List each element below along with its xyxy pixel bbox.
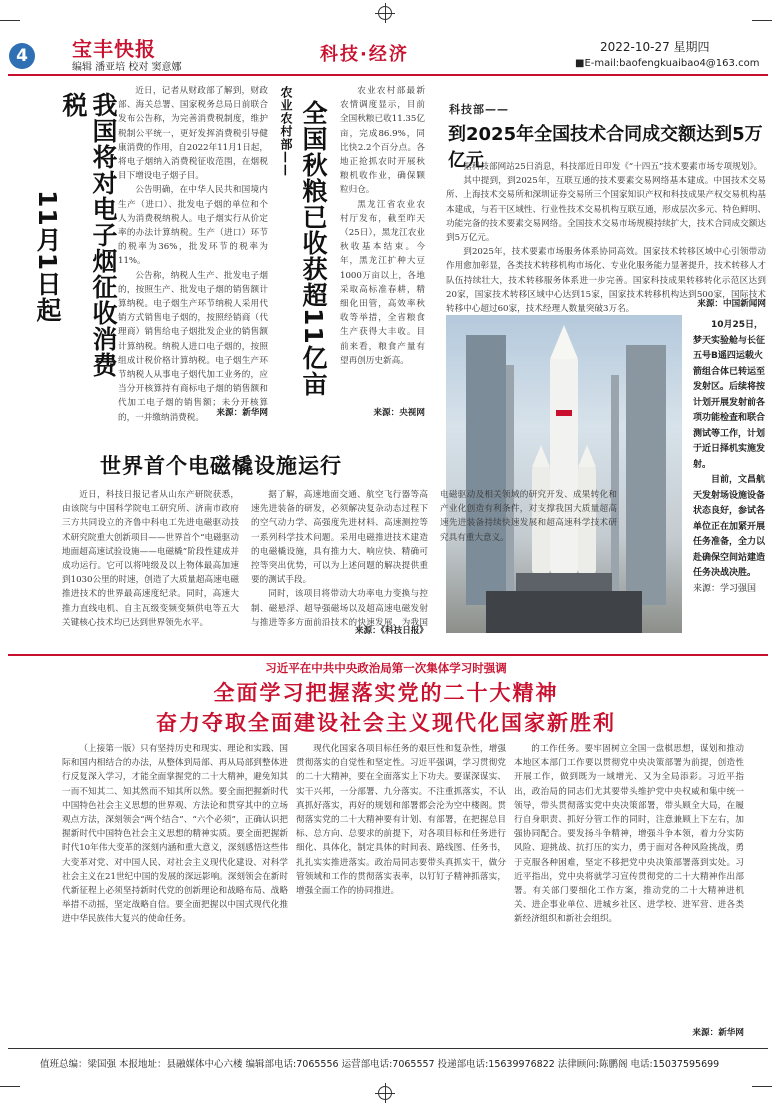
banner-kicker: 习近平在中共中央政治局第一次集体学习时强调 [265, 661, 507, 675]
caption-source: 来源：学习强国 [693, 583, 757, 594]
paragraph: 公告明确，在中华人民共和国境内生产（进口）、批发电子烟的单位和个人为消费税纳税人。电子烟实行从价定率的办法计算纳税。生产（进口）环节的税率为36%，批发环节的税率为11%。 [118, 185, 268, 267]
tobacco-subtitle: 11月1日起 [33, 190, 62, 324]
paragraph: 的工作任务。要牢固树立全国一盘棋思想，谋划和推动本地区本部门工作要以贯彻党中央决策部署为前提，创造性开展工作，做到既为一域增光、又为全局添彩。习近平指出，政治局的同志们尤其要带头维护党中央权威和集中统一领导，带头贯彻落实党中央决策部署，带头顾全大局，在履行自身职责、抓好分管工作的同时，注意兼顾上下左右，加强协同配合。要发扬斗争精神，增强斗争本领，着力分实防风险、迎挑战、抗打压的实力，勇于面对各种风险挑战，勇于克服各种困难，坚定不移把党中央决策部署落到实处。习近平指出，党中央将就学习宣传贯彻党的二十大精神作出部署。有关部门要细化工作方案，推动党的二十大精神进机关、进企事业单位、进城乡社区、进学校、进军营、进各类新经济组织和新社会组织。 [514, 744, 744, 925]
paragraph: 公告称，纳税人生产、批发电子烟的，按照生产、批发电子烟的销售额计算纳税。电子烟生产环节纳税人采用代销方式销售电子烟的，按照经销商（代理商）销售给电子烟批发企业的销售额计算纳税。纳税人进口电子烟的，按照组成计税价格计算纳税。电子烟生产环节纳税人从事电子烟代加工业务的，应当分开核算持有商标电子烟的销售额和代加工电子烟的销售额；未分开核算的，一并缴纳消费税。 [118, 270, 268, 423]
tobacco-title: 我国将对电子烟征收消费税 [59, 92, 118, 378]
banner-subtitle: 奋力夺取全面建设社会主义现代化国家新胜利 [156, 711, 616, 735]
paragraph: 近日，记者从财政部了解到，财政部、海关总署、国家税务总局日前联合发布公告称，为完善消费税制度，维护税制公平统一，更好发挥消费税引导健康消费的作用，自2022年11月1日起，将电子烟纳入消费税征收范围，在烟税目下增设电子烟子目。 [118, 86, 268, 182]
paragraph: 到2025年，技术要素市场服务体系协同高效。国家技术转移区域中心引领带动作用愈加彰显，各类技术转移机构市场化、专业化服务能力显著提升，技术转移人才队伍持续壮大，技术转移服务体系进一步完善。国家科技成果转移转化示范区达到20家，国家技术转移区域中心达到15家，国家技术转移机构达到500家，国际技术转移中心超过60家，技术经理人数量突破3万名。 [446, 247, 766, 315]
footer-info: 值班总编：梁国强 本报地址：县融媒体中心六楼 编辑部电话:7065556 运营部电话:7065557 投递部电话:15639976822 法律顾问:陈鹏阁 电话:15037595699 [40, 1059, 720, 1070]
paper-name: 宝丰快报 [72, 37, 156, 61]
grain-body [340, 84, 425, 394]
crop-mark [752, 20, 772, 21]
xi-column-3 [514, 742, 744, 1024]
xi-column-1 [62, 742, 288, 1038]
caption-paragraph: 10月25日，梦天实验舱与长征五号B遥四运载火箭组合体已转运至发射区。后续将按计划开展发射前各项功能检查和联合测试等工作，计划于近日择机实施发射。 [693, 320, 766, 470]
footer-rule [8, 1048, 768, 1049]
registration-mark-top [378, 6, 392, 20]
section-title: 科技·经济 [320, 44, 409, 65]
paragraph: （上接第一版）只有坚持历史和现实、理论和实践、国际和国内相结合的办法，从整体到局部、再从局部到整体进行反复深入学习，才能全面掌握党的二十大精神，避免知其一而不知其二、知其然而不知其所以然。要全面把握新时代中国特色社会主义思想的世界观、方法论和贯穿其中的立场观点方法，深刻领会“两个结合”、“六个必须”，正确认识把握新时代中国特色社会主义思想的精神实质。要全面把握新时代10年伟大变革的深刻内涵和重大意义，深刻感悟这些伟大变革对党、对中国人民、对社会主义现代化建设、对科学社会主义在21世纪中国的发展的深远影响。深刻领会在新时代新征程上必须坚持新时代党的创新理论和战略布局、战略举措不动摇，坚定战略自信。要全面把握以中国式现代化推进中华民族伟大复兴的使命任务。 [62, 744, 288, 925]
paragraph: 农业农村部最新农情调度显示，目前全国秋粮已收11.35亿亩，完成86.9%，同比快2.2个百分点。各地正抢抓农时开展秋粮机收作业，确保颗粒归仓。 [340, 86, 425, 196]
grain-source: 来源：央视网 [373, 408, 425, 418]
paragraph: 其中提到，到2025年，互联互通的技术要素交易网络基本建成。中国技术交易所、上海技术交易所和深圳证券交易所三个国家知识产权和科技成果产权交易机构基本建成，与若干区域性、行业性技术交易机构互联互通，形成层次多元、特色鲜明、功能完备的技术要素交易网络。全国技术交易市场规模持续扩大，技术合同成交额达到5万亿元。 [446, 176, 766, 244]
caption-paragraph: 目前，文昌航天发射场设施设备状态良好，参试各单位正在加紧开展任务准备，全力以赴确保空间站建造任务决战决胜。 [693, 475, 766, 578]
crop-mark [0, 20, 20, 21]
xi-source: 来源：新华网 [692, 1028, 744, 1038]
grain-kicker: 农业农村部—— [279, 86, 293, 177]
tech-source: 来源：中国新闻网 [697, 299, 766, 309]
paragraph: 同时，该项目将带动大功率电力变换与控制、磁悬浮、超导强磁场以及超高速电磁发射与推进等多方面前沿技术的快速发展，为我国电磁驱动及相关领域的研究开发、成果转化和产业化创造有利条件，对支撑我国大质量超高速先进装备持续快速发展和超高速科学技术研究具有重大意义。 [251, 490, 617, 628]
page-number: 4 [9, 43, 35, 69]
grain-title: 全国秋粮已收获超11亿亩 [299, 100, 328, 397]
banner-title: 全面学习把握落实党的二十大精神 [213, 681, 559, 705]
paragraph: 现代化国家各项目标任务的艰巨性和复杂性，增强贯彻落实的自觉性和坚定性。习近平强调，学习贯彻党的二十大精神，要在全面落实上下功夫。要谋深谋实、实干兴邦，一分部署、九分落实。不注重抓落实，不认真抓好落实，再好的规划和部署都会沦为空中楼阁。贯彻落实党的二十大精神要有计划、有部署，在把握总目标、总方向、总要求的前提下，对各项目标和任务进行细化、具体化，制定具体的时间表、路线图、任务书，扎扎实实推进落实。政治局同志要带头真抓实干，做分管领域和工作的贯彻落实表率，以钉钉子精神抓落实，增强全面工作的协同推进。 [296, 744, 506, 897]
maglev-source: 来源：《科技日报》 [354, 626, 428, 636]
registration-mark-bottom [378, 1086, 392, 1100]
issue-date: 2022-10-27 星期四 [600, 40, 710, 54]
tobacco-source: 来源：新华网 [216, 408, 268, 418]
xi-column-2 [296, 742, 506, 1038]
maglev-body [62, 488, 617, 638]
paragraph: 据了解，高速地面交通、航空飞行器等高速先进装备的研发，必须解决复杂动态过程下的空气动力学、高强度先进材料、高速测控等一系列科学技术问题。采用电磁推进技术建造的电磁橇设施，具有推力大、响应快、精确可控等突出优势，可以为上述问题的解决提供重要的测试手段。 [251, 490, 428, 586]
banner-rule [8, 654, 768, 656]
masthead-rule [8, 74, 768, 76]
tech-kicker: 科技部—— [449, 103, 509, 116]
rocket-photo [446, 315, 682, 633]
paragraph: 据科技部网站25日消息，科技部近日印发《“十四五”技术要素市场专项规划》。 [463, 162, 763, 172]
email-line: ■E-mail:baofengkuaibao4@163.com [575, 58, 760, 69]
crop-mark [0, 1086, 20, 1087]
paragraph: 近日，科技日报记者从山东产研院获悉，由该院与中国科学院电工研究所、济南市政府三方共同设立的齐鲁中科电工先进电磁驱动技术研究院重大创新项目——世界首个“电磁驱动地面超高速试验设施——电磁橇”阶段性建成并成功运行。它可以将吨级及以上物体最高加速到1030公里的时速，创造了大质量超高速电磁推进技术的世界最高速度纪录。同时，高速大推力直线电机、自主瓦级变频变频供电等五大关键核心技术均已达到世界领先水平。 [62, 490, 239, 628]
tech-title: 到2025年全国技术合同成交额达到5万亿元 [448, 124, 763, 171]
paragraph: 黑龙江省农业农村厅发布，截至昨天（25日），黑龙江农业秋收基本结束。今年，黑龙江扩种大豆1000万亩以上，各地采取高标准春耕，精细化田管，高效率秋收等举措，全省粮食生产获得大丰收。目前来看，粮食产量有望再创历史新高。 [340, 199, 425, 366]
staff-line: 编辑 潘亚培 校对 窦意娜 [72, 62, 182, 73]
maglev-title: 世界首个电磁橇设施运行 [100, 454, 342, 478]
crop-mark [752, 1086, 772, 1087]
photo-caption [693, 318, 767, 597]
